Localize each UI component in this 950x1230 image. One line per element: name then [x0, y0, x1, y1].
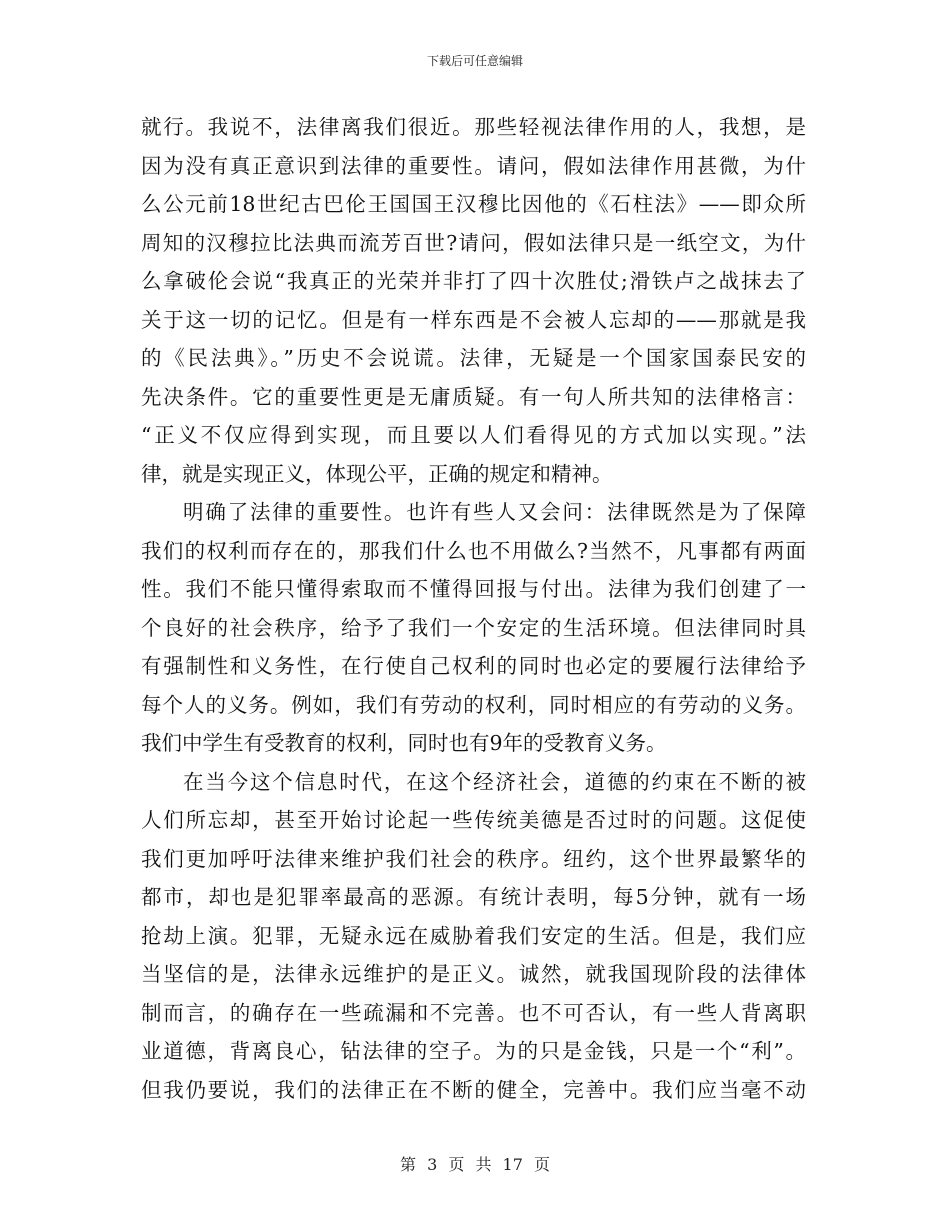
- text-line: 个良好的社会秩序，给予了我们一个安定的生活环境。但法律同时具: [141, 615, 806, 640]
- paragraph-first-line: 在当今这个信息时代，在这个经济社会，道德的约束在不断的被: [183, 769, 806, 794]
- paragraph-first-line: 明确了法律的重要性。也许有些人又会问：法律既然是为了保障: [183, 500, 806, 524]
- text-line: 关于这一切的记忆。但是有一样东西是不会被人忘却的——那就是我: [141, 307, 806, 332]
- text-line: 有强制性和义务性，在行使自己权利的同时也必定的要履行法律给予: [141, 654, 806, 678]
- text-line: 人们所忘却，甚至开始讨论起一些传统美德是否过时的问题。这促使: [141, 808, 806, 832]
- text-line: “正义不仅应得到实现，而且要以人们看得见的方式加以实现。”法: [141, 423, 806, 447]
- text-line: 制而言，的确存在一些疏漏和不完善。也不可否认，有一些人背离职: [141, 1000, 806, 1025]
- text-line: 但我仍要说，我们的法律正在不断的健全，完善中。我们应当毫不动: [141, 1077, 806, 1102]
- text-line: 就行。我说不，法律离我们很近。那些轻视法律作用的人，我想，是: [141, 115, 806, 139]
- text-line: 先决条件。它的重要性更是无庸质疑。有一句人所共知的法律格言：: [141, 384, 806, 409]
- text-line: 的《民法典》。”历史不会说谎。法律，无疑是一个国家国泰民安的: [141, 346, 806, 370]
- text-line: 我们中学生有受教育的权利，同时也有9年的受教育义务。: [141, 731, 667, 755]
- text-line: 因为没有真正意识到法律的重要性。请问，假如法律作用甚微，为什: [141, 153, 806, 178]
- text-line: 我们更加呼吁法律来维护我们社会的秩序。纽约，这个世界最繁华的: [141, 846, 806, 871]
- text-line: 么公元前18世纪古巴伦王国国王汉穆比因他的《石柱法》——即众所: [141, 192, 806, 216]
- text-line: 都市，却也是犯罪率最高的恶源。有统计表明，每5分钟，就有一场: [141, 885, 806, 909]
- text-line: 性。我们不能只懂得索取而不懂得回报与付出。法律为我们创建了一: [141, 577, 806, 601]
- page-number-footer: 第 3 页 共 17 页: [400, 1155, 550, 1174]
- text-line: 当坚信的是，法律永远维护的是正义。诚然，就我国现阶段的法律体: [141, 962, 806, 986]
- text-line: 律，就是实现正义，体现公平，正确的规定和精神。: [141, 461, 613, 486]
- text-line: 业道德，背离良心，钻法律的空子。为的只是金钱，只是一个“利”。: [141, 1039, 806, 1063]
- document-body: [141, 108, 806, 1109]
- text-line: 我们的权利而存在的，那我们什么也不用做么?当然不，凡事都有两面: [141, 538, 806, 563]
- page-header: 下载后可任意编辑: [426, 54, 523, 68]
- text-line: 抢劫上演。犯罪，无疑永远在威胁着我们安定的生活。但是，我们应: [141, 923, 806, 948]
- text-line: 周知的汉穆拉比法典而流芳百世?请问，假如法律只是一纸空文，为什: [141, 230, 806, 255]
- text-line: 每个人的义务。例如，我们有劳动的权利，同时相应的有劳动的义务。: [141, 692, 806, 717]
- text-line: 么拿破伦会说“我真正的光荣并非打了四十次胜仗;滑铁卢之战抹去了: [141, 269, 806, 293]
